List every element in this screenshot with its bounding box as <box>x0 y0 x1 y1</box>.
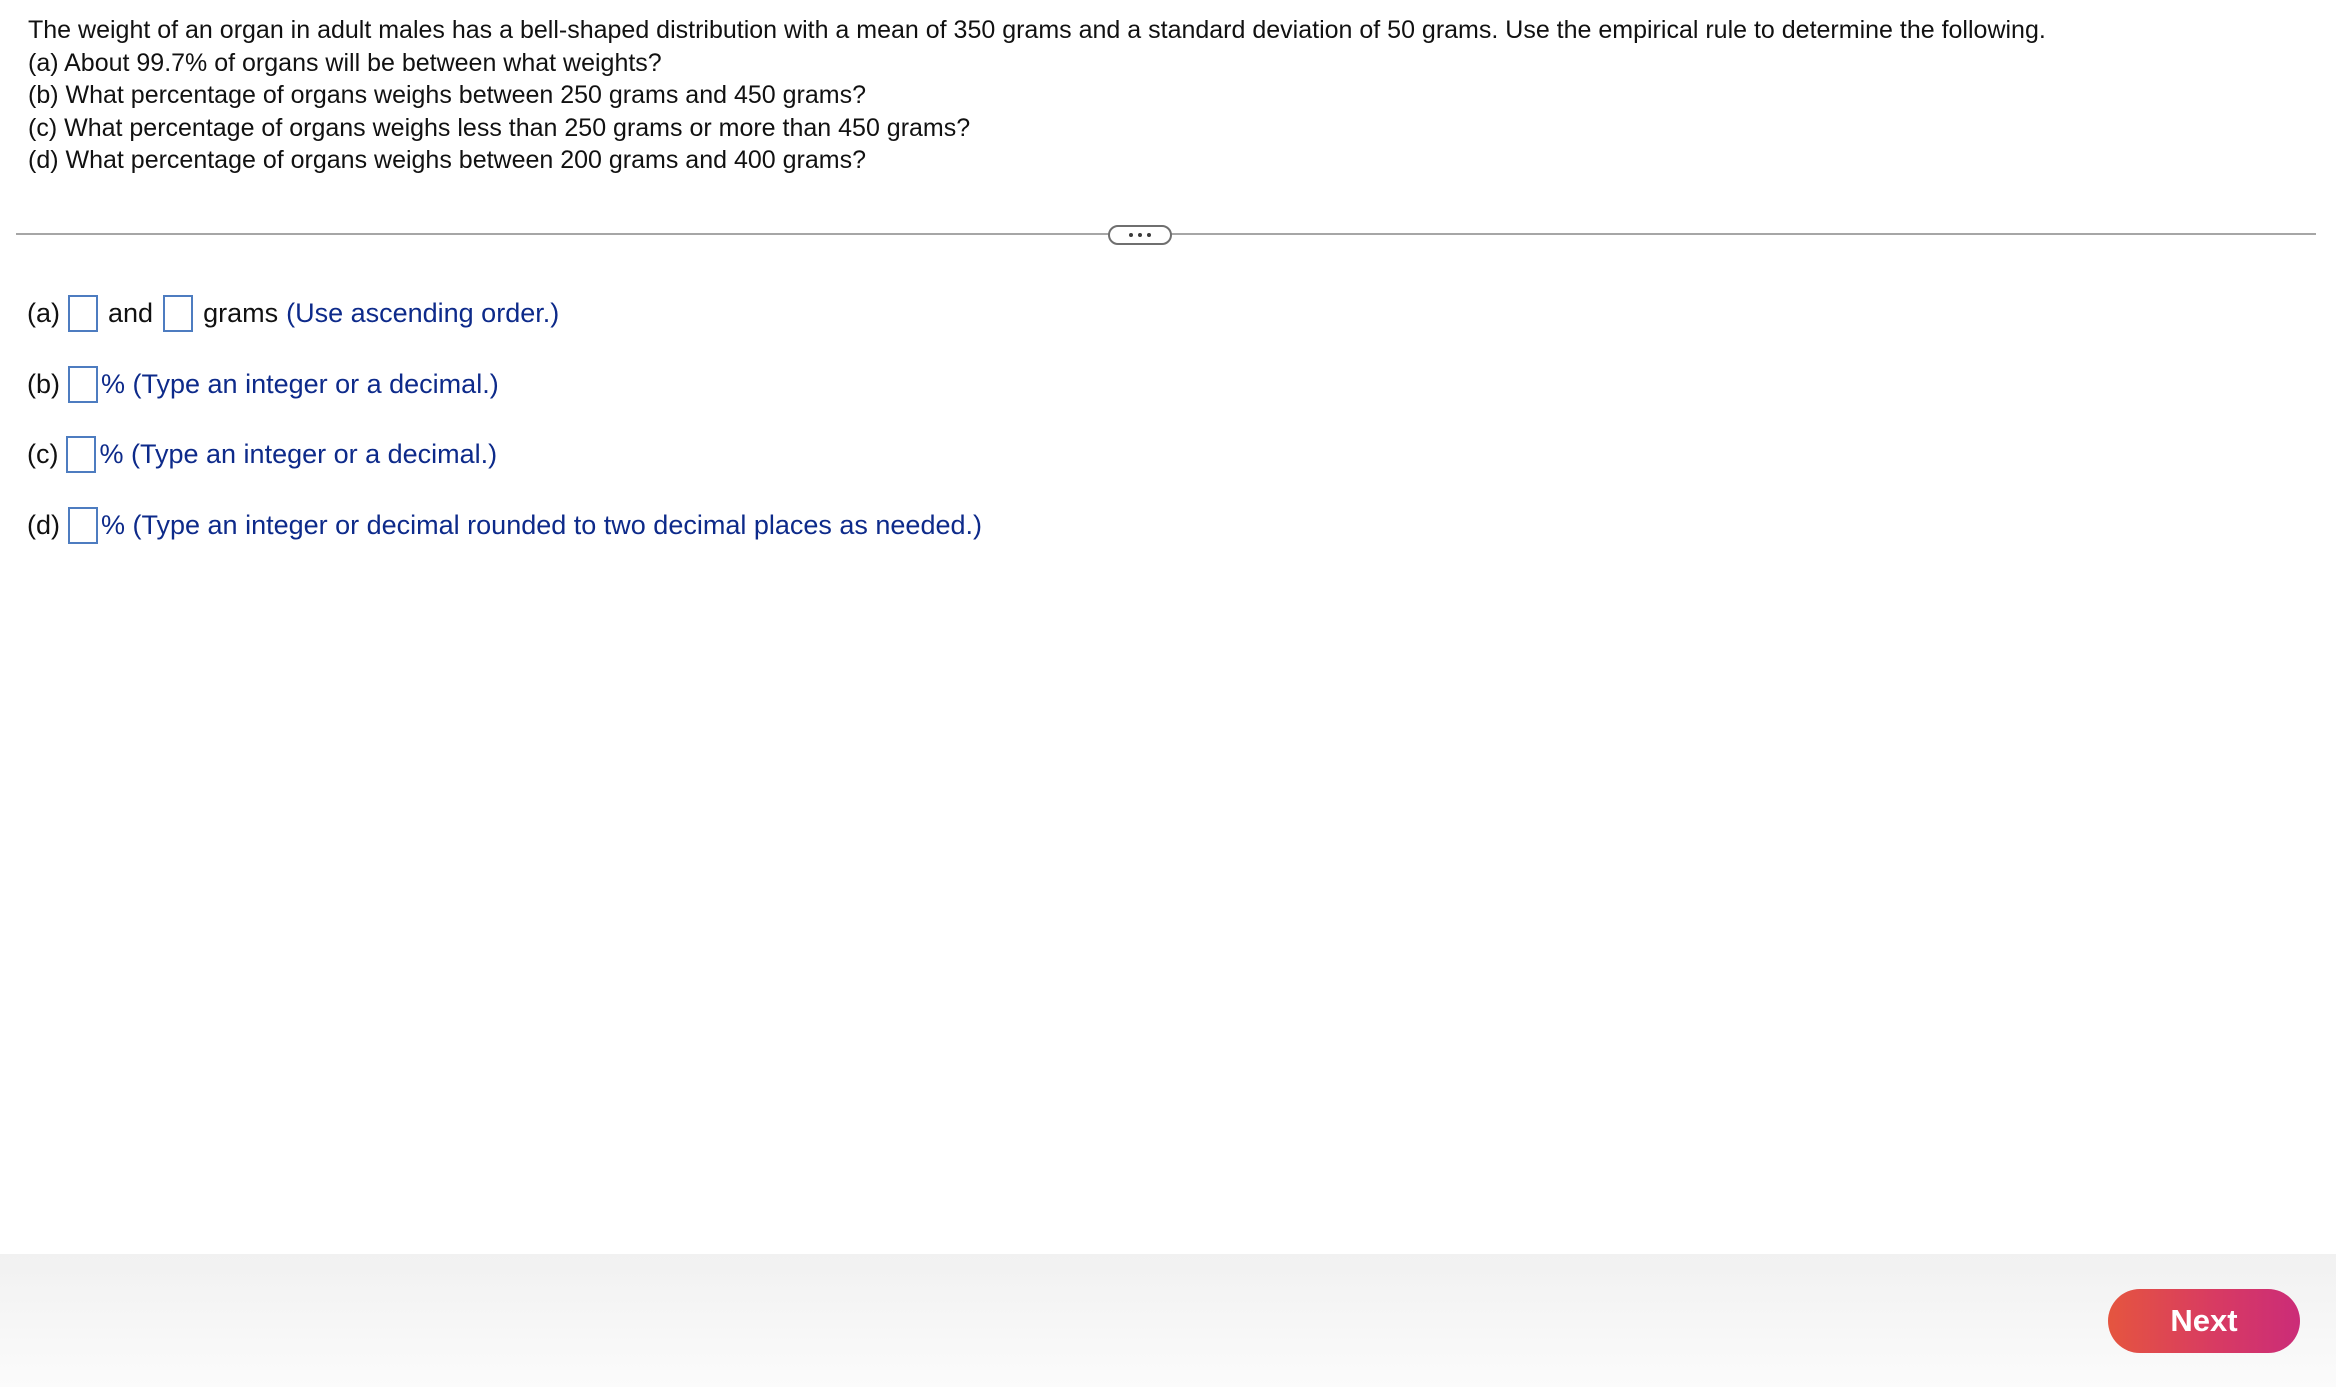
hint-a: (Use ascending order.) <box>286 297 560 328</box>
answer-row-d <box>27 505 982 545</box>
question-item-c: (c) What percentage of organs weighs less than 250 grams or more than 450 grams? <box>28 113 971 142</box>
answer-c-input[interactable] <box>66 436 96 473</box>
answer-d-input[interactable] <box>68 507 98 544</box>
answer-a-low-input[interactable] <box>68 295 98 332</box>
ellipsis-icon <box>1147 233 1151 237</box>
connector-and: and <box>108 297 154 328</box>
answer-row-b <box>27 364 499 404</box>
hint-c: % (Type an integer or a decimal.) <box>99 438 498 469</box>
answer-a-high-input[interactable] <box>163 295 193 332</box>
unit-grams: grams <box>203 297 279 328</box>
ellipsis-icon <box>1138 233 1142 237</box>
part-label-b: (b) <box>27 368 60 399</box>
answer-b-input[interactable] <box>68 366 98 403</box>
part-label-d: (d) <box>27 509 60 540</box>
question-item-a: (a) About 99.7% of organs will be between what weights? <box>28 48 662 77</box>
question-item-d: (d) What percentage of organs weighs between 200 grams and 400 grams? <box>28 146 866 174</box>
answer-row-c <box>27 434 497 474</box>
part-label-a: (a) <box>27 297 60 328</box>
hint-d: % (Type an integer or decimal rounded to two decimal places as needed.) <box>101 509 982 540</box>
part-label-c: (c) <box>27 438 59 469</box>
ellipsis-icon <box>1129 233 1133 237</box>
answer-row-a <box>27 293 559 333</box>
question-item-b: (b) What percentage of organs weighs between 250 grams and 450 grams? <box>28 81 866 109</box>
footer-bar <box>0 1254 2336 1387</box>
hint-b: % (Type an integer or a decimal.) <box>101 368 499 399</box>
question-intro: The weight of an organ in adult males has a bell-shaped distribution with a mean of 350 grams and a standard deviation of 50 grams. Use the empirical rule to determine the following. <box>28 16 2046 44</box>
expand-more-button[interactable] <box>1108 225 1172 245</box>
question-text <box>28 14 2288 177</box>
next-button[interactable]: Next <box>2108 1289 2300 1353</box>
